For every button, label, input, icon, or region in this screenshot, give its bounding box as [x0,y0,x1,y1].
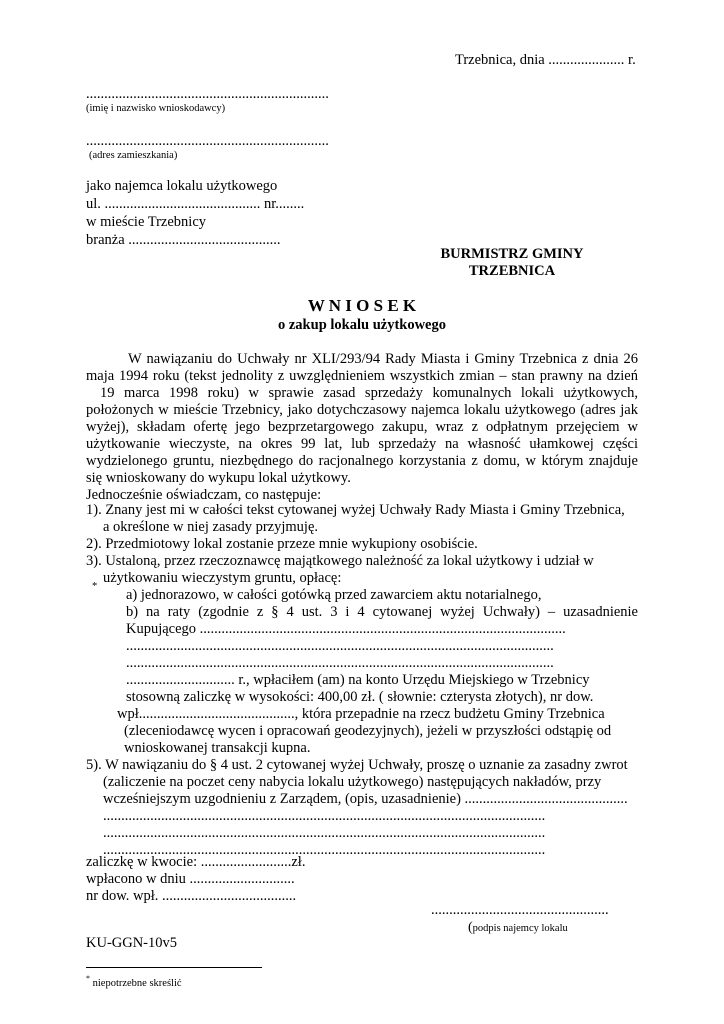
footnote-divider [86,967,262,968]
applicant-address-label: (adres zamieszkania) [89,150,178,161]
intro-line: wydzielonego gruntu, niezbędnego do racjonalnego korzystania z domu, w którym znajduje [86,453,638,469]
declaration-heading: Jednocześnie oświadczam, co następuje: [86,487,322,503]
point-2: 2). Przedmiotowy lokal zostanie przeze mnie wykupiony osobiście. [86,536,478,552]
applicant-address-line: ................................................................... [86,133,329,149]
applicant-name-label: (imię i nazwisko wnioskodawcy) [86,103,226,114]
footnote-mark: * [86,974,90,983]
signature-paren: ( [468,920,473,935]
intro-paragraph [86,351,638,470]
option-b-dots: ...................................................................................................................... [126,655,554,671]
receipt-number: nr dow. wpł. ..................................... [86,888,297,904]
point-4: .............................. r., wpłaciłem (am) na konto Urzędu Miejskiego w Trzebnicy [126,672,590,688]
intro-line: użytkowanie wieczyste, na okres 99 lat, lub sprzedaży na własność ułamkowej części [86,436,638,452]
point-3-cont: użytkowaniu wieczystym gruntu, opłacę: [103,570,342,586]
paid-on-date: wpłacono w dniu ............................. [86,871,295,887]
point-1: 1). Znany jest mi w całości tekst cytowanej wyżej Uchwały Rady Miasta i Gminy Trzebnica, [86,502,625,518]
point-4-cont: wnioskowanej transakcji kupna. [124,740,311,756]
point-5-cont: (zaliczenie na poczet ceny nabycia lokalu użytkowego) następujących nakładów, przy [103,774,602,790]
asterisk-mark: * [92,581,98,592]
option-a: a) jednorazowo, w całości gotówką przed zawarciem aktu notarialnego, [126,587,542,603]
point-5-cont: wcześniejszym uzgodnieniu z Zarządem, (opis, uzasadnienie) ............................................. [103,791,628,807]
addressee-line-2: TRZEBNICA [468,263,556,279]
signature-line: ................................................. [431,902,609,918]
addressee-line-1: BURMISTRZ GMINY [440,246,584,262]
point-4-cont: wpł..........................................., która przepadnie na rzecz budżetu Gminy Trzebnica [117,706,605,722]
signature-label [468,919,568,936]
footnote [86,974,182,991]
intro-last-line: się wnioskowany do wykupu lokal użytkowy. [86,470,351,486]
intro-line: 19 marca 1998 roku) w sprawie zasad sprzedaży komunalnych lokali użytkowych, [100,385,638,401]
intro-line: maja 1994 roku (tekst jednolity z uwzględnieniem wszystkich zmian – stan prawny na dzień [86,368,638,384]
point-5: 5). W nawiązaniu do § 4 ust. 2 cytowanej wyżej Uchwały, proszę o uznanie za zasadny zwrot [86,757,628,773]
document-subtitle: o zakup lokalu użytkowego [278,317,446,333]
point-4-cont: (zleceniodawcę wycen i opracowań geodezyjnych), jeżeli w przyszłości odstąpię od [124,723,612,739]
applicant-branch: branża .......................................... [86,232,281,248]
applicant-street: ul. ........................................... nr........ [86,196,305,212]
signature-text: podpis najemcy lokalu [472,923,568,934]
applicant-role: jako najemca lokalu użytkowego [86,178,278,194]
intro-line: wyżej), składam ofertę jego bezprzetargowego zakupu, wraz z odpłatnym przejęciem w [86,419,638,435]
point-5-dots: .......................................................................................................................... [103,808,546,824]
intro-line: położonych w mieście Trzebnicy, jako dotychczasowy najemca lokalu użytkowego (adres jak [86,402,638,418]
point-5-dots: .......................................................................................................................... [103,842,546,858]
point-3: 3). Ustaloną, przez rzeczoznawcę majątkowego należność za lokal użytkowy i udział w [86,553,594,569]
form-code: KU-GGN-10v5 [86,935,178,951]
place-and-date: Trzebnica, dnia ..................... r. [455,52,636,68]
option-b: b) na raty (zgodnie z § 4 ust. 3 i 4 cytowanej wyżej Uchwały) – uzasadnienie [126,604,638,620]
footnote-text: niepotrzebne skreślić [90,978,182,989]
applicant-city: w mieście Trzebnicy [86,214,207,230]
option-b-justification: Kupującego ..................................................................................................... [126,621,566,637]
applicant-name-line: ................................................................... [86,86,329,102]
point-4-cont: stosowną zaliczkę w wysokości: 400,00 zł. ( słownie: czterysta złotych), nr dow. [126,689,594,705]
document-title: W N I O S E K [307,296,417,315]
intro-line: W nawiązaniu do Uchwały nr XLI/293/94 Rady Miasta i Gminy Trzebnica z dnia 26 [128,351,638,367]
advance-amount: zaliczkę w kwocie: .........................zł. [86,854,306,870]
point-5-dots: .......................................................................................................................... [103,825,546,841]
point-1-cont: a określone w niej zasady przyjmuję. [103,519,319,535]
option-b-dots: ...................................................................................................................... [126,638,554,654]
